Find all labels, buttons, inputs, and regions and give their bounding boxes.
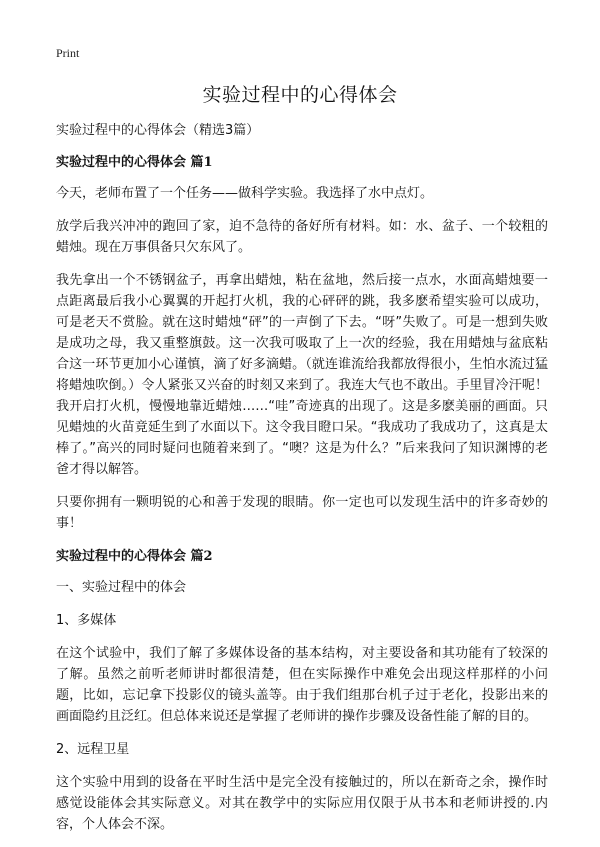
section-1-paragraph: 放学后我兴冲冲的跑回了家，迫不急待的备好所有材料。如：水、盆子、一个较粗的蜡烛。现在万事俱备只欠东风了。 [56,219,548,255]
item-1-title: 1、多媒体 [56,613,117,628]
item-1-text: 在这个试验中，我们了解了多媒体设备的基本结构，对主要设备和其功能有了较深的了解。虽然之前听老师讲时都很清楚，但在实际操作中难免会出现这样那样的小问题，比如，忘记拿下投影仪的镜头盖等。由于我们组那台机子过于老化，投影出来的画面隐约且泛红。但总体来说还是掌握了老师讲的操作步骤及设备性能了解的目的。 [56,646,548,724]
section-2-heading: 实验过程中的心得体会 篇2 [56,549,213,564]
section-1-heading: 实验过程中的心得体会 篇1 [56,155,213,170]
section-1-paragraph: 今天，老师布置了一个任务——做科学实验。我选择了水中点灯。 [56,186,434,201]
document-subtitle: 实验过程中的心得体会（精选3篇） [56,123,260,138]
document-title: 实验过程中的心得体会 [202,84,398,106]
section-2-intro: 一、实验过程中的体会 [56,580,187,595]
item-2-title: 2、远程卫星 [56,742,130,757]
item-2-text: 这个实验中用到的设备在平时生活中是完全没有接触过的，所以在新奇之余，操作时感觉设能体会其实际意义。对其在教学中的实际应用仅限于从书本和老师讲授的.内容，个人体会不深。 [56,775,548,832]
section-1-paragraph: 我先拿出一个不锈钢盆子，再拿出蜡烛，粘在盆地，然后接一点水，水面高蜡烛要一点距离最后我小心翼翼的开起打火机，我的心砰砰的跳，我多麽希望实验可以成功，可是老天不赏脸。就在这时蜡烛“砰”的一声倒了下去。“呀”失败了。可是一想到失败是成功之母，我又重整旗鼓。这一次我可吸取了上一次的经验，我在用蜡烛与盆底粘合这一环节更加小心谨慎，滴了好多滴蜡。（就连谁流给我都放得很小，生怕水流过猛将蜡烛吹倒。）令人紧张又兴奋的时刻又来到了。我连大气也不敢出。手里冒冷汗呢！我开启打火机，慢慢地靠近蜡烛……“哇”奇迹真的出现了。这是多麽美丽的画面。只见蜡烛的火苗竟延生到了水面以下。这令我目瞪口呆。“我成功了我成功了，这真是太棒了。”高兴的同时疑问也随着来到了。“噢？这是为什么？”后来我问了知识渊博的老爸才得以解答。 [56,273,548,477]
document-body [56,120,548,847]
section-1-paragraph: 只要你拥有一颗明锐的心和善于发现的眼睛。你一定也可以发现生活中的许多奇妙的事！ [56,495,548,531]
print-link[interactable]: Print [56,46,80,60]
